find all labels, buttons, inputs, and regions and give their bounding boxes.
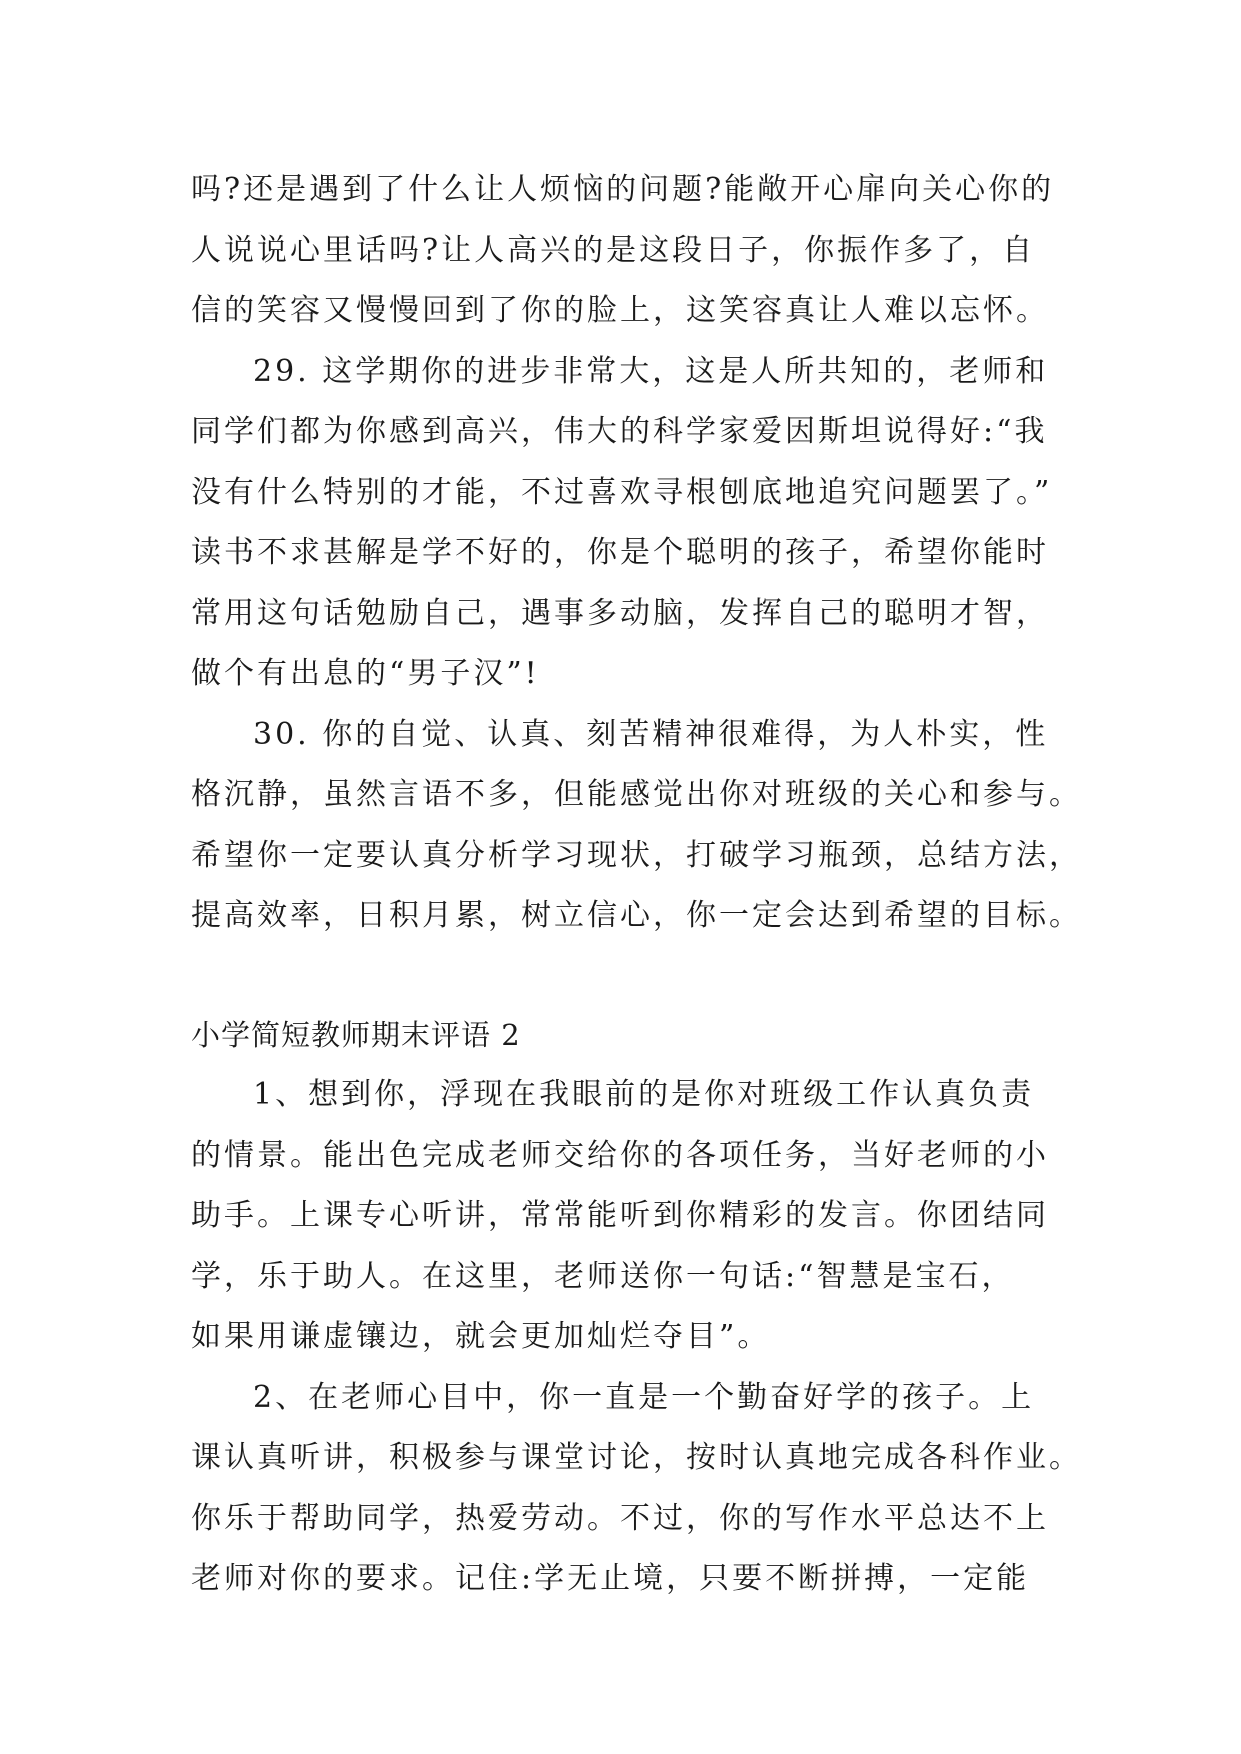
text-line: 做个有出息的“男子汉”! (191, 656, 540, 691)
text-line: 的情景。能出色完成老师交给你的各项任务，当好老师的小 (191, 1137, 1049, 1173)
text-line: 学，乐于助人。在这里，老师送你一句话:“智慧是宝石， (191, 1258, 1015, 1294)
text-line: 老师对你的要求。记住:学无止境，只要不断拼搏，一定能 (191, 1561, 1030, 1596)
section-title: 小学简短教师期末评语 2 (191, 1017, 521, 1052)
text-line: 课认真听讲，积极参与课堂讨论，按时认真地完成各科作业。 (191, 1440, 1082, 1475)
text-line: 格沉静，虽然言语不多，但能感觉出你对班级的关心和参与。 (191, 777, 1082, 812)
text-line: 人说说心里话吗?让人高兴的是这段日子，你振作多了，自 (191, 232, 1036, 268)
text-line: 没有什么特别的才能，不过喜欢寻根刨底地追究问题罢了。” (191, 474, 1053, 510)
text-line: 同学们都为你感到高兴，伟大的科学家爱因斯坦说得好:“我 (191, 414, 1048, 449)
text-line: 你乐于帮助同学，热爱劳动。不过，你的写作水平总达不上 (191, 1500, 1049, 1536)
text-line: 吗?还是遇到了什么让人烦恼的问题?能敞开心扉向关心你的 (191, 172, 1055, 207)
text-line: 29. 这学期你的进步非常大，这是人所共知的，老师和 (253, 353, 1049, 389)
paragraph-item-30 (191, 705, 1082, 947)
paragraph-item-1 (191, 1065, 1071, 1368)
text-line: 常用这句话勉励自己，遇事多动脑，发挥自己的聪明才智， (191, 595, 1049, 631)
paragraph-item-29 (191, 342, 1071, 705)
text-line: 2、在老师心目中，你一直是一个勤奋好学的孩子。上 (253, 1379, 1035, 1415)
text-line: 提高效率，日积月累，树立信心，你一定会达到希望的目标。 (191, 898, 1082, 933)
paragraph-continuation (191, 160, 1071, 342)
text-line: 信的笑容又慢慢回到了你的脸上，这笑容真让人难以忘怀。 (191, 293, 1049, 328)
document-body (191, 160, 1082, 1610)
section-spacer (191, 947, 1071, 1005)
text-line: 助手。上课专心听讲，常常能听到你精彩的发言。你团结同 (191, 1198, 1049, 1233)
text-line: 1、想到你，浮现在我眼前的是你对班级工作认真负责 (253, 1077, 1035, 1112)
paragraph-item-2 (191, 1368, 1082, 1610)
text-line: 30. 你的自觉、认真、刻苦精神很难得，为人朴实，性 (253, 716, 1049, 752)
text-line: 如果用谦虚镶边，就会更加灿烂夺目”。 (191, 1319, 771, 1354)
text-line: 希望你一定要认真分析学习现状，打破学习瓶颈，总结方法， (191, 837, 1082, 873)
text-line: 读书不求甚解是学不好的，你是个聪明的孩子，希望你能时 (191, 535, 1049, 570)
